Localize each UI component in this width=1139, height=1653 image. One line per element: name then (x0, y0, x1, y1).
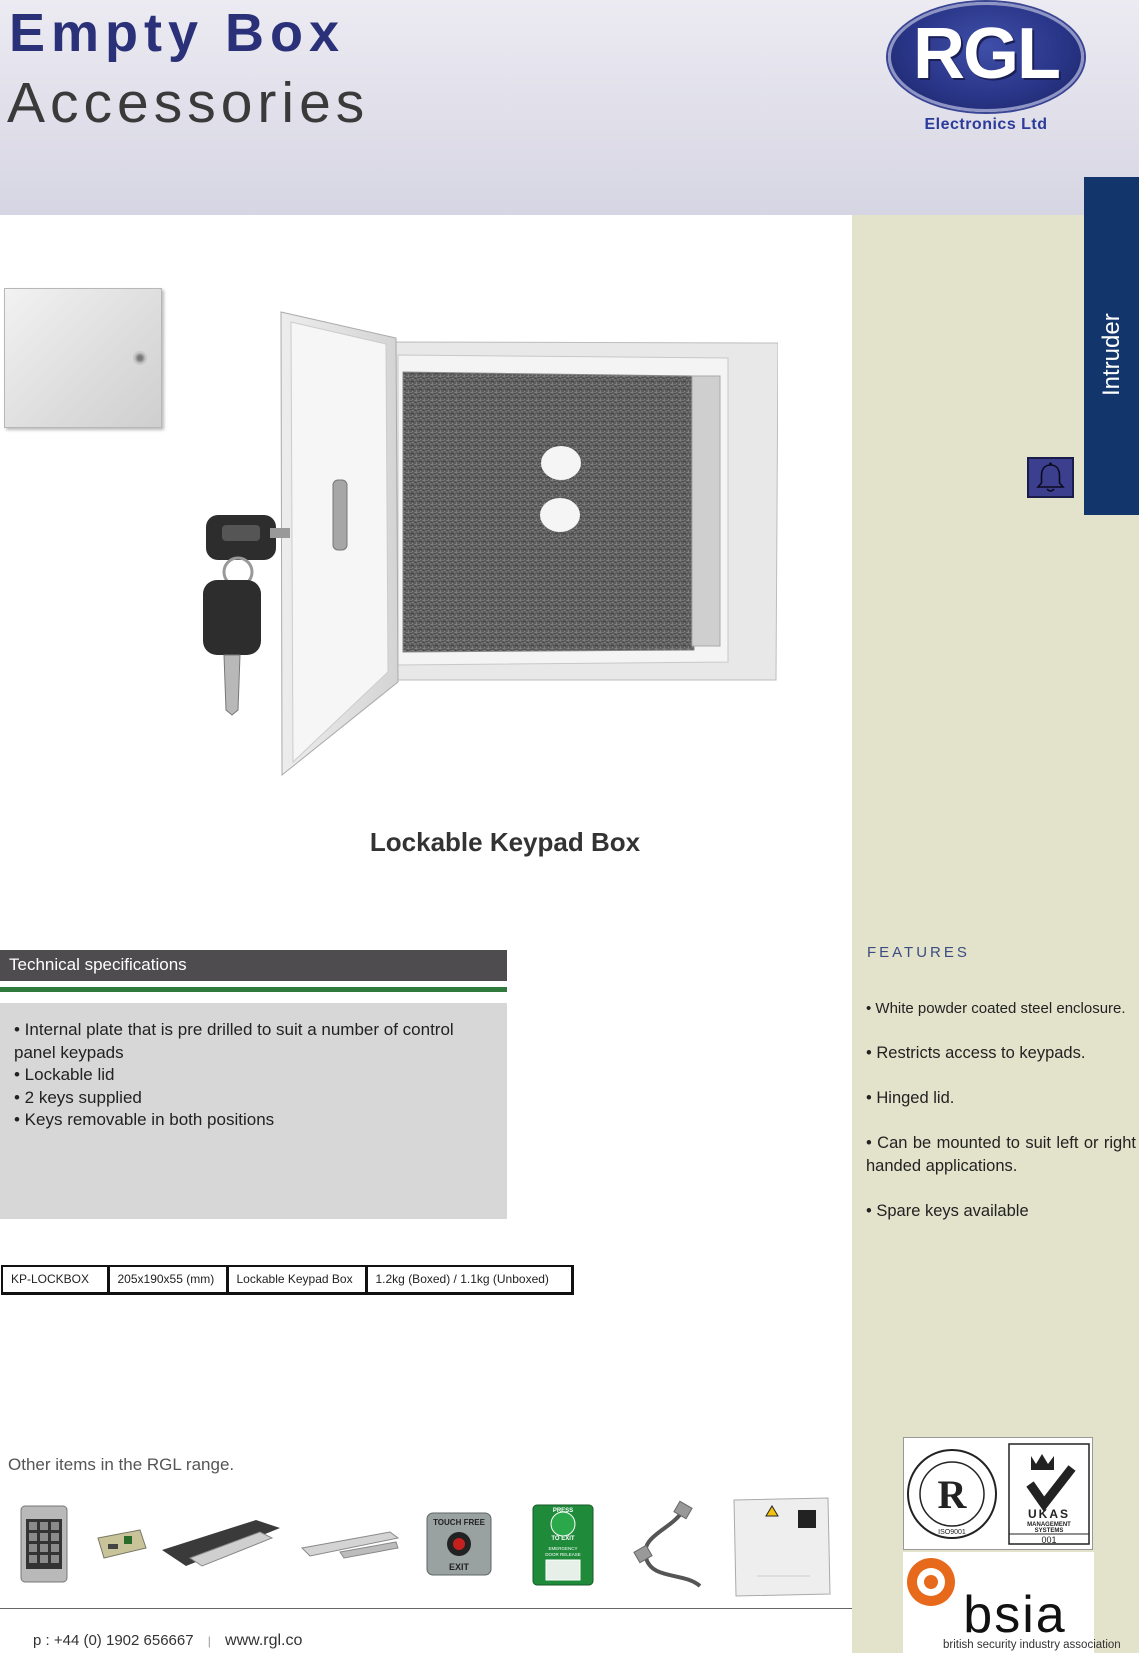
phone-prefix: p : (33, 1632, 50, 1649)
maglock-thumb (300, 1530, 400, 1560)
break-glass-line2: DOOR RELEASE (545, 1552, 581, 1557)
ukas-number: 001 (1041, 1535, 1057, 1545)
product-caption: Lockable Keypad Box (369, 827, 641, 857)
spec-item: • Lockable lid (14, 1065, 115, 1084)
tech-specs-heading: Technical specifications (0, 950, 507, 981)
keyhole-icon (133, 351, 147, 365)
break-glass-line1: EMERGENCY (548, 1546, 578, 1551)
power-supply-thumb (732, 1496, 834, 1598)
exit-button-top-text: TOUCH FREE (433, 1518, 485, 1527)
table-row (2, 1266, 572, 1293)
logo-text: RGL (913, 14, 1059, 94)
feature-item: • White powder coated steel enclosure. (866, 1000, 1126, 1017)
feature-item: • Hinged lid. (866, 1089, 955, 1107)
page-title: Empty Box (9, 3, 346, 63)
electric-strike-thumb (160, 1518, 282, 1573)
page-subtitle: Accessories (7, 71, 370, 135)
other-items-gallery (0, 1490, 852, 1605)
footer-separator: | (207, 1634, 211, 1648)
lloyds-ukas-logo (904, 1438, 1094, 1551)
lloyds-mark: R (937, 1472, 967, 1517)
break-glass-press-text: PRESS (552, 1508, 574, 1514)
product-weight: 1.2kg (Boxed) / 1.1kg (Unboxed) (366, 1266, 572, 1293)
tech-specs-box (0, 1003, 507, 1219)
product-dimensions: 205x190x55 (mm) (108, 1266, 227, 1293)
keypad-thumb (20, 1505, 68, 1583)
exit-button-bottom-text: EXIT (448, 1562, 470, 1572)
footer-divider (0, 1608, 852, 1609)
circuit-board-thumb (96, 1528, 148, 1560)
product-description: Lockable Keypad Box (227, 1266, 366, 1293)
bsia-wordmark: bsia (963, 1586, 1067, 1640)
closed-box-image (4, 288, 162, 428)
feature-item: • Restricts access to keypads. (866, 1044, 1086, 1062)
keys-image (203, 515, 290, 715)
touch-free-exit-thumb (426, 1512, 492, 1576)
open-box-image (198, 310, 778, 780)
other-items-label: Other items in the RGL range. (8, 1455, 235, 1474)
ukas-sub-1: MANAGEMENT (1027, 1522, 1071, 1528)
tech-specs-divider (0, 987, 507, 992)
break-glass-exit-text: TO EXIT (551, 1536, 575, 1542)
product-table (1, 1265, 574, 1295)
spec-item: • Internal plate that is pre drilled to suit a number of control panel keypads (14, 1020, 454, 1062)
category-tab-label: Intruder (1098, 313, 1125, 397)
ukas-sub-2: SYSTEMS (1034, 1528, 1064, 1534)
rgl-logo (886, 2, 1088, 142)
lloyds-iso: ISO9001 (938, 1529, 966, 1536)
bsia-full-name: british security industry association (943, 1639, 1121, 1651)
break-glass-thumb (532, 1504, 594, 1586)
certification-logos (903, 1437, 1093, 1550)
features-heading: FEATURES (867, 944, 970, 961)
features-list (866, 997, 1136, 1245)
bell-icon (1027, 457, 1074, 498)
website-link[interactable]: www.rgl.co (225, 1632, 303, 1649)
phone-number: +44 (0) 1902 656667 (53, 1632, 194, 1649)
page-header (0, 0, 1139, 215)
ukas-label: UKAS (1027, 1507, 1071, 1521)
feature-item: • Can be mounted to suit left or right handed applications. (866, 1134, 1136, 1175)
spec-item: • Keys removable in both positions (14, 1110, 275, 1129)
spec-item: • 2 keys supplied (14, 1087, 142, 1107)
logo-subtitle: Electronics Ltd (924, 116, 1048, 133)
feature-item: • Spare keys available (866, 1202, 1029, 1220)
bsia-logo (903, 1552, 1121, 1653)
product-code: KP-LOCKBOX (2, 1266, 108, 1293)
footer (33, 1632, 302, 1650)
door-loop-thumb (626, 1500, 716, 1594)
